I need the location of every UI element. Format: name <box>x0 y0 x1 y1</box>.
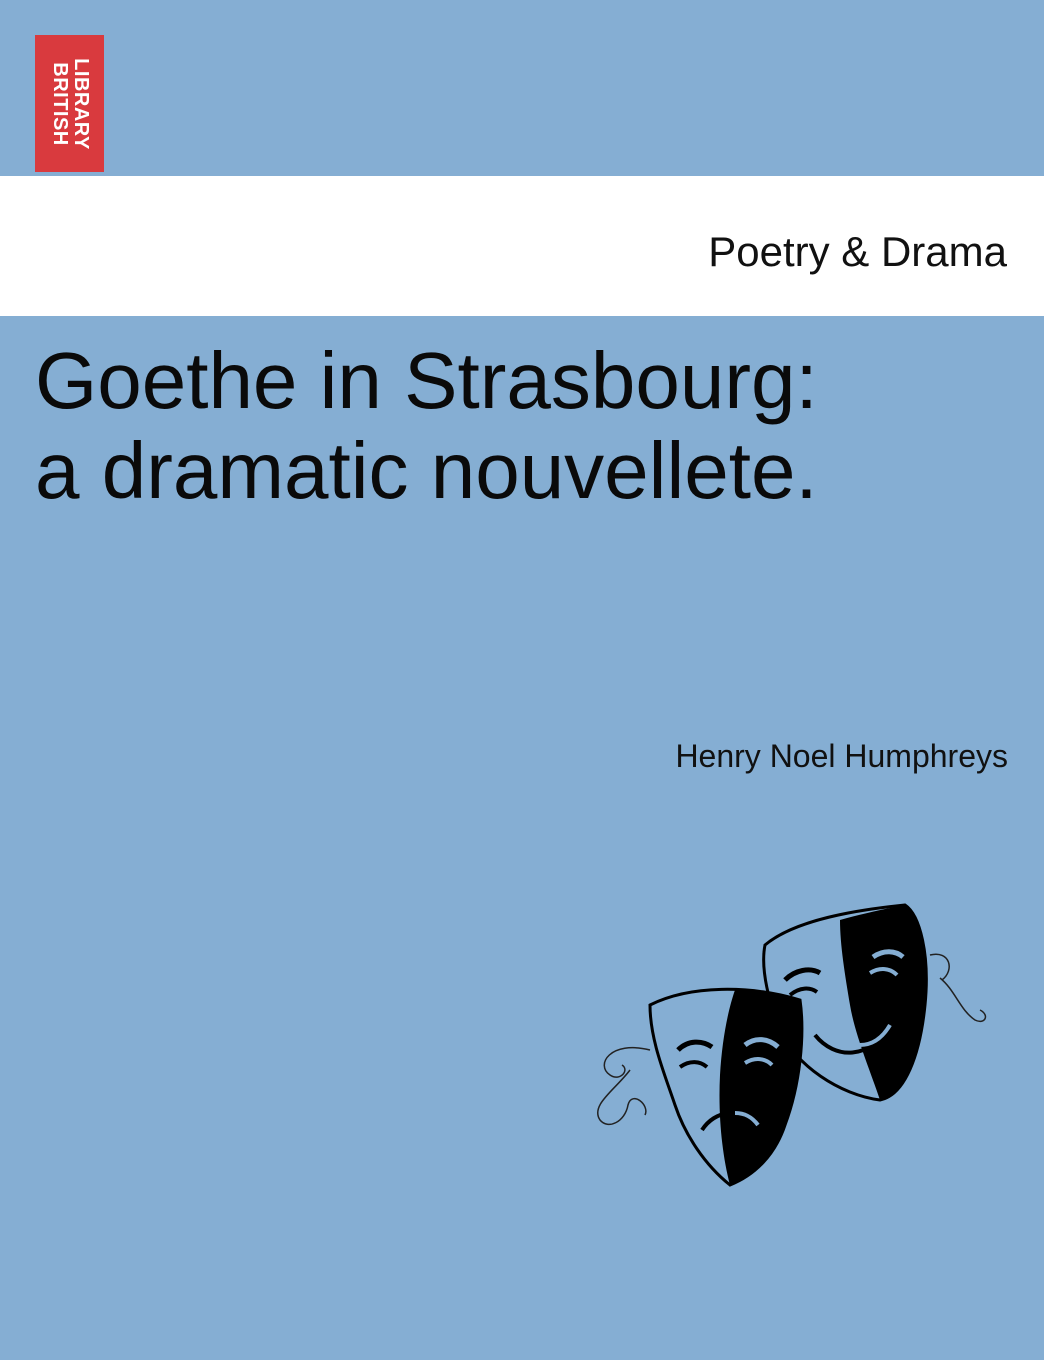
logo-line-british: BRITISH <box>48 61 71 146</box>
title-line-1: Goethe in Strasbourg: <box>35 336 818 425</box>
british-library-logo <box>35 35 104 172</box>
logo-line-library: LIBRARY <box>69 57 92 150</box>
category-label: Poetry & Drama <box>708 228 1007 275</box>
ribbon-right <box>930 954 985 1021</box>
tragedy-mask <box>650 989 802 1185</box>
author-name: Henry Noel Humphreys <box>675 738 1008 774</box>
ribbon-left <box>598 1048 650 1125</box>
category-band <box>0 176 1044 316</box>
theatre-masks-icon <box>590 890 990 1190</box>
title-line-2: a dramatic nouvellete. <box>35 426 818 515</box>
book-title <box>35 336 1025 516</box>
logo-text <box>49 58 91 150</box>
